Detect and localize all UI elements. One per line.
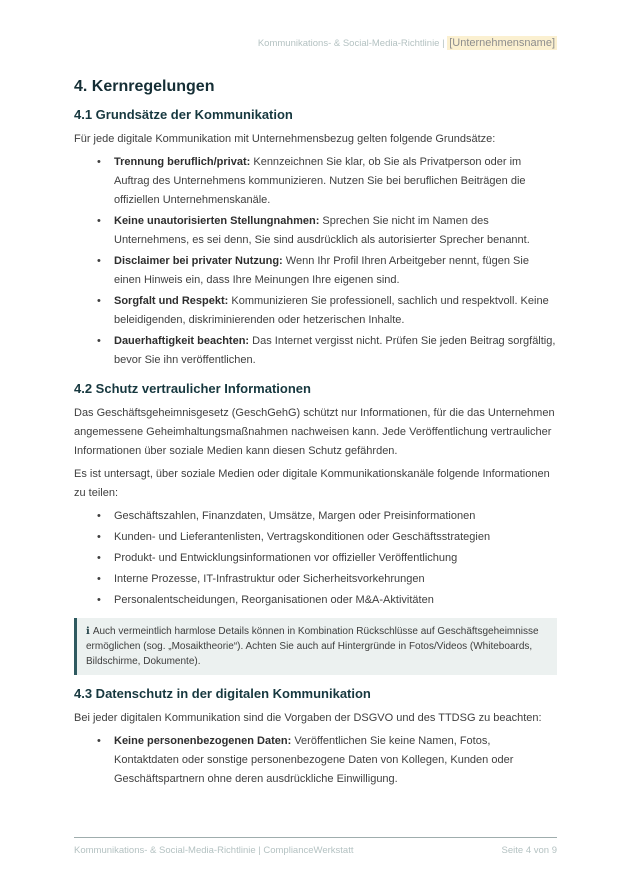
bullet-text: Wenn Ihr Profil Ihren Arbeitgeber nennt, fügen Sie einen Hinweis ein, dass Ihre Meinungen Ihre eigenen sind. bbox=[114, 255, 529, 286]
section-4-3 bbox=[74, 686, 557, 789]
list-item bbox=[114, 153, 557, 210]
section-paragraph: Das Geschäftsgeheimnisgesetz (GeschGehG) schützt nur Informationen, für die das Unternehmen angemessene Geheimhaltungsmaßnahmen nachweisen kann. Jede Veröffentlichung vertraulicher Informationen über soziale Medien kann diesen Schutz gefährden. bbox=[74, 407, 555, 457]
info-text: Auch vermeintlich harmlose Details können in Kombination Rückschlüsse auf Geschäftsgeheimnisse ermöglichen (sog. „Mosaiktheorie“). Achten Sie auch auf Hintergründe in Fotos/Videos (Whiteboards, Bildschirme, Dokumente). bbox=[86, 626, 539, 667]
info-callout-box bbox=[74, 618, 557, 675]
list-item: • Produkt- und Entwicklungsinformationen vor offizieller Veröffentlichung bbox=[114, 549, 557, 568]
list-item: • Geschäftszahlen, Finanzdaten, Umsätze, Margen oder Preisinformationen bbox=[114, 507, 557, 526]
bullet-text: Veröffentlichen Sie keine Namen, Fotos, Kontaktdaten oder sonstige personenbezogene Daten von Kollegen, Kunden oder Geschäftspartnern ohne deren ausdrückliche Einwilligung. bbox=[114, 735, 514, 785]
list-item bbox=[114, 292, 557, 330]
bullet-lead: Dauerhaftigkeit beachten: bbox=[114, 335, 250, 347]
section-heading: 4.2 Schutz vertraulicher Informationen bbox=[74, 381, 311, 396]
header-document-title: Kommunikations- & Social-Media-Richtlinie | bbox=[257, 38, 445, 49]
list-item: • Interne Prozesse, IT-Infrastruktur oder Sicherheitsvorkehrungen bbox=[114, 570, 557, 589]
list-item bbox=[114, 732, 557, 789]
list-item bbox=[114, 212, 557, 250]
bullet-text: Sprechen Sie nicht im Namen des Unternehmens, es sei denn, Sie sind ausdrücklich als autorisierter Sprecher benannt. bbox=[114, 215, 530, 246]
section-paragraph: Es ist untersagt, über soziale Medien oder digitale Kommunikationskanäle folgende Informationen zu teilen: bbox=[74, 468, 550, 499]
section-heading: 4.1 Grundsätze der Kommunikation bbox=[74, 107, 293, 122]
section-intro: Bei jeder digitalen Kommunikation sind die Vorgaben der DSGVO und des TTDSG zu beachten: bbox=[74, 712, 542, 724]
list-item: • Personalentscheidungen, Reorganisationen oder M&A-Aktivitäten bbox=[114, 591, 557, 610]
bullet-lead: Keine unautorisierten Stellungnahmen: bbox=[114, 215, 320, 227]
bullet-text: Kommunizieren Sie professionell, sachlich und respektvoll. Keine beleidigenden, diskriminierenden oder hetzerischen Inhalte. bbox=[114, 295, 549, 326]
bullet-list bbox=[74, 507, 557, 610]
section-4-1 bbox=[74, 107, 557, 370]
bullet-text: Das Internet vergisst nicht. Prüfen Sie jeden Beitrag sorgfältig, bevor Sie ihn veröffentlichen. bbox=[114, 335, 556, 366]
list-item bbox=[114, 332, 557, 370]
bullet-list bbox=[74, 732, 557, 789]
section-intro: Für jede digitale Kommunikation mit Unternehmensbezug gelten folgende Grundsätze: bbox=[74, 133, 496, 145]
bullet-lead: Sorgfalt und Respekt: bbox=[114, 295, 229, 307]
list-item bbox=[114, 252, 557, 290]
footer-document-title: Kommunikations- & Social-Media-Richtlinie | ComplianceWerkstatt bbox=[74, 845, 354, 856]
page-header bbox=[74, 36, 557, 51]
company-name-placeholder: [Unternehmensname] bbox=[449, 37, 555, 49]
bullet-lead: Keine personenbezogenen Daten: bbox=[114, 735, 292, 747]
bullet-list bbox=[74, 153, 557, 370]
bullet-lead: Trennung beruflich/privat: bbox=[114, 156, 251, 168]
section-heading: 4.3 Datenschutz in der digitalen Kommunikation bbox=[74, 686, 371, 701]
section-4-2 bbox=[74, 381, 557, 675]
list-item: • Kunden- und Lieferantenlisten, Vertragskonditionen oder Geschäftsstrategien bbox=[114, 528, 557, 547]
bullet-lead: Disclaimer bei privater Nutzung: bbox=[114, 255, 283, 267]
info-icon: ℹ bbox=[86, 626, 90, 637]
bullet-text: Kennzeichnen Sie klar, ob Sie als Privatperson oder im Auftrag des Unternehmens kommunizieren. Nutzen Sie bei beruflichen Beiträgen die offiziellen Unternehmenskanäle. bbox=[114, 156, 526, 206]
page-title: 4. Kernregelungen bbox=[74, 78, 215, 95]
footer-page-number: Seite 4 von 9 bbox=[501, 845, 557, 856]
page-footer bbox=[74, 837, 557, 856]
